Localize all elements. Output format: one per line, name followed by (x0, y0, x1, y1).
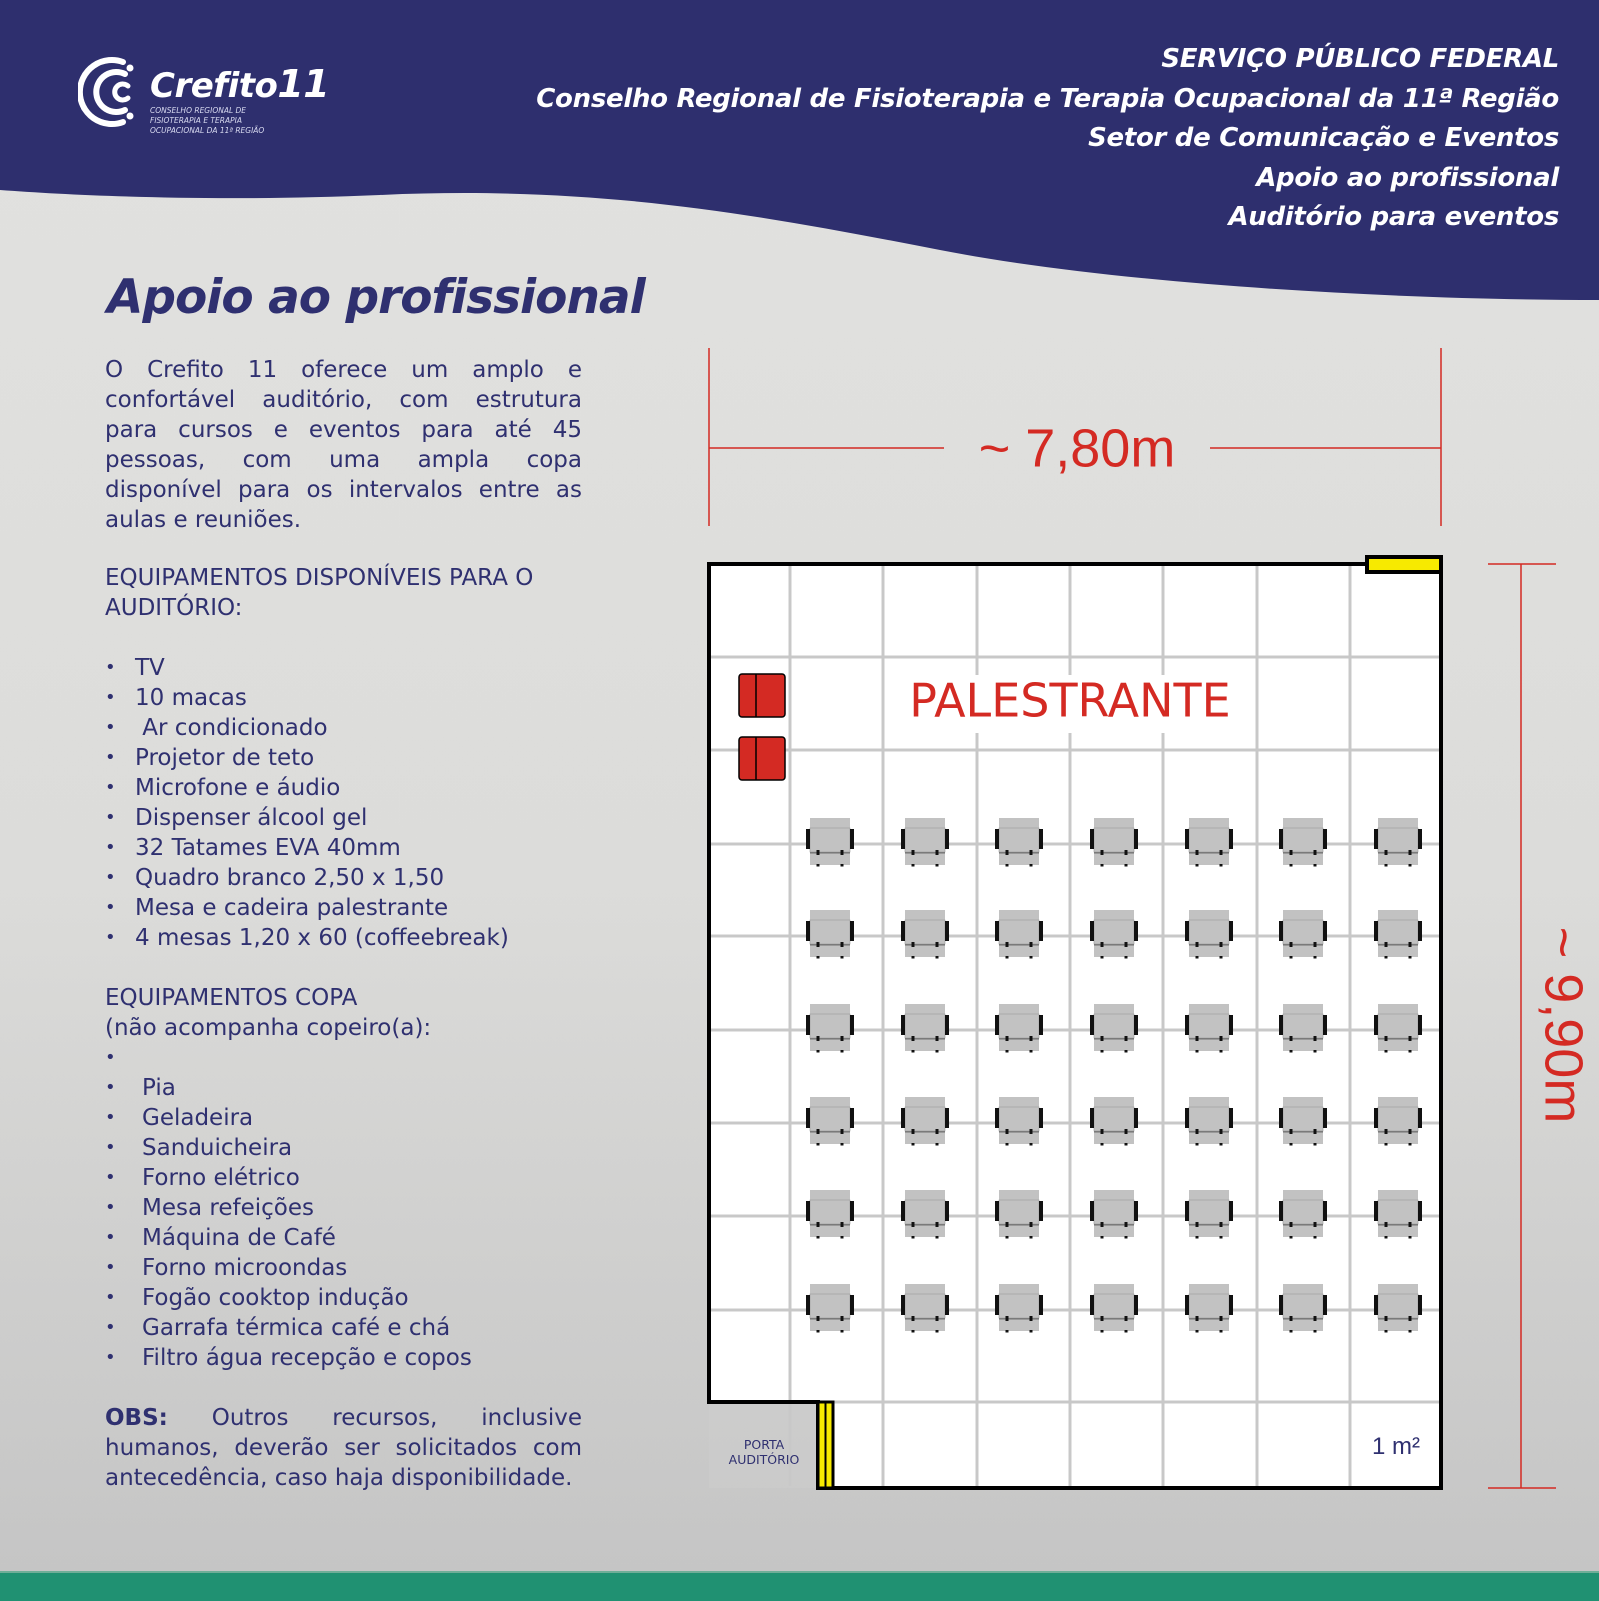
obs-label: OBS: (105, 1405, 168, 1431)
audience-chair (995, 910, 1043, 959)
logo-name: Crefito (150, 66, 278, 106)
header-line-auditorium: Auditório para eventos (1228, 202, 1559, 232)
logo-number: 11 (277, 62, 330, 106)
audience-chair (806, 1004, 854, 1053)
speaker-label: PALESTRANTE (909, 673, 1231, 728)
audience-chair (901, 910, 949, 959)
audience-chair (1374, 1190, 1422, 1239)
list-item: • Filtro água recepção e copos (105, 1343, 582, 1373)
audience-chair (806, 1097, 854, 1146)
list-item: • 4 mesas 1,20 x 60 (coffeebreak) (105, 923, 582, 953)
logo-subtitle-line: FISIOTERAPIA E TERAPIA (150, 116, 242, 125)
list-item: • Forno elétrico (105, 1163, 582, 1193)
audience-chair (1185, 1097, 1233, 1146)
list-item: • Quadro branco 2,50 x 1,50 (105, 863, 582, 893)
audience-chair (1374, 910, 1422, 959)
footer-bar (0, 1571, 1599, 1601)
height-dimension-label: ~ 9,90m (1533, 926, 1594, 1124)
intro-paragraph: O Crefito 11 oferece um amplo e confortável auditório, com estrutura para cursos e eventos para até 45 pessoas, com uma ampla copa disponível para os intervalos entre as aulas e reuniões. (105, 357, 582, 533)
audience-chair (1090, 1284, 1138, 1333)
audience-chair (1279, 910, 1327, 959)
list-item: • Garrafa térmica café e chá (105, 1313, 582, 1343)
audience-chair (1279, 1190, 1327, 1239)
list-item: • Forno microondas (105, 1253, 582, 1283)
audience-chair (806, 910, 854, 959)
audience-chair (806, 818, 854, 867)
header-line-support: Apoio ao profissional (1256, 162, 1559, 193)
list-item: • 32 Tatames EVA 40mm (105, 833, 582, 863)
list-item: • TV (105, 653, 582, 683)
audience-chair (995, 1004, 1043, 1053)
audience-chair (1090, 910, 1138, 959)
audience-chair (901, 1004, 949, 1053)
audience-chair (1279, 1284, 1327, 1333)
copa-equipment-subheading: (não acompanha copeiro(a): (105, 1015, 432, 1041)
audience-chair (1185, 1004, 1233, 1053)
list-item: • Microfone e áudio (105, 773, 582, 803)
obs-text: Outros recursos, inclusive humanos, deverão ser solicitados com antecedência, caso haja disponibilidade. (105, 1405, 582, 1491)
audience-chair (901, 818, 949, 867)
speaker-desk (739, 737, 785, 780)
audience-chair (1279, 1004, 1327, 1053)
header-line-sector: Setor de Comunicação e Eventos (1088, 123, 1559, 153)
audience-chair (1090, 1097, 1138, 1146)
width-dimension-label: ~ 7,80m (978, 418, 1176, 479)
audience-chair (1279, 818, 1327, 867)
audience-chair (1090, 818, 1138, 867)
list-item: • Dispenser álcool gel (105, 803, 582, 833)
list-item: • Mesa e cadeira palestrante (105, 893, 582, 923)
header-line-council: Conselho Regional de Fisioterapia e Terapia Ocupacional da 11ª Região (536, 83, 1559, 114)
audience-chair (1185, 1284, 1233, 1333)
audience-chair (995, 818, 1043, 867)
copa-equipment-heading: EQUIPAMENTOS COPA (105, 985, 358, 1011)
audience-chair (1090, 1190, 1138, 1239)
page-title: Apoio ao profissional (107, 270, 645, 325)
audience-chair (1185, 818, 1233, 867)
top-door (1367, 557, 1441, 572)
audience-chair (901, 1284, 949, 1333)
logo-subtitle-line: OCUPACIONAL DA 11ª REGIÃO (150, 126, 265, 135)
list-item: • Fogão cooktop indução (105, 1283, 582, 1313)
audience-chair (1374, 818, 1422, 867)
audience-chair (995, 1097, 1043, 1146)
speaker-desk (739, 674, 785, 717)
list-item: • Sanduicheira (105, 1133, 582, 1163)
auditorium-door (818, 1402, 833, 1488)
header-line-service: SERVIÇO PÚBLICO FEDERAL (1161, 44, 1559, 74)
audience-chair (901, 1190, 949, 1239)
audience-chair (1185, 910, 1233, 959)
auditorio-equipment-heading: EQUIPAMENTOS DISPONÍVEIS PARA O AUDITÓRIO: (105, 565, 534, 621)
door-label-line2: AUDITÓRIO (728, 1452, 800, 1467)
audience-chair (1374, 1284, 1422, 1333)
audience-chair (995, 1284, 1043, 1333)
list-item: • Geladeira (105, 1103, 582, 1133)
grid-cell-label: 1 m² (1372, 1433, 1420, 1460)
audience-chair (995, 1190, 1043, 1239)
audience-chair (1185, 1190, 1233, 1239)
list-item: • Pia (105, 1073, 582, 1103)
audience-chair (1090, 1004, 1138, 1053)
audience-chair (806, 1284, 854, 1333)
audience-chair (1374, 1004, 1422, 1053)
audience-chair (806, 1190, 854, 1239)
list-item: • Ar condicionado (105, 713, 582, 743)
list-item: • Mesa refeições (105, 1193, 582, 1223)
list-item: • 10 macas (105, 683, 582, 713)
list-item: • Máquina de Café (105, 1223, 582, 1253)
audience-chair (1374, 1097, 1422, 1146)
audience-chair (1279, 1097, 1327, 1146)
list-item: • Projetor de teto (105, 743, 582, 773)
door-label-line1: PORTA (743, 1437, 785, 1452)
audience-chair (901, 1097, 949, 1146)
logo-subtitle-line: CONSELHO REGIONAL DE (150, 106, 247, 115)
